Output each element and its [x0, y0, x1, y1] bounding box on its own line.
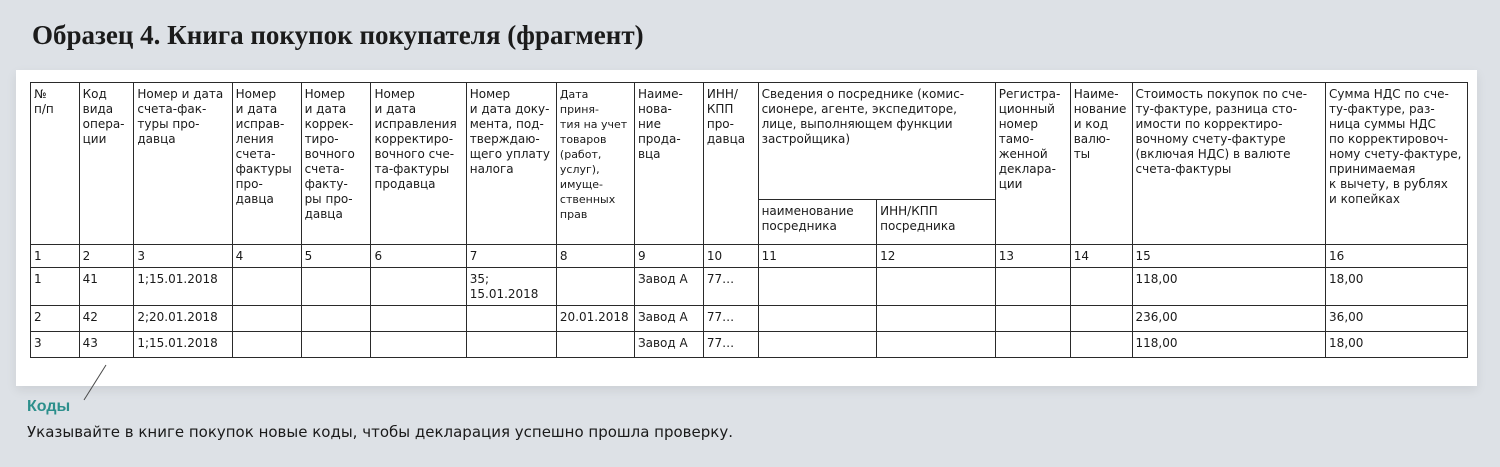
header-cell-7: Номер и дата доку- мента, под- тверждаю- щего уплату налога — [466, 83, 556, 245]
cell-invoice: 1;15.01.2018 — [134, 268, 232, 306]
header-cell-8: Дата приня- тия на учет товаров (работ, услуг), имуще- ственных прав — [556, 83, 634, 245]
table-row — [31, 306, 1468, 332]
header-cell-15: Стоимость покупок по сче- ту-фактуре, разница сто- имости по корректиро- вочному счету-фактуре (включая НДС) в валюте счета-фактуры — [1132, 83, 1326, 245]
column-number: 13 — [995, 245, 1070, 268]
cell-seller-inn: 77… — [703, 332, 758, 358]
header-cell-6: Номер и дата исправления корректиро- вочного сче- та-фактуры продавца — [371, 83, 466, 245]
page-title: Образец 4. Книга покупок покупателя (фрагмент) — [32, 20, 644, 50]
cell-currency — [1070, 332, 1132, 358]
column-number: 3 — [134, 245, 232, 268]
cell-operation-code: 41 — [79, 268, 134, 306]
cell-adjustment — [301, 268, 371, 306]
cell-correction — [232, 332, 301, 358]
cell-intermediary-name — [758, 268, 877, 306]
header-cell-3: Номер и дата счета-фак- туры про- давца — [134, 83, 232, 245]
column-number: 9 — [634, 245, 703, 268]
cell-seller: Завод А — [634, 332, 703, 358]
header-cell-10: ИНН/ КПП про- давца — [703, 83, 758, 245]
cell-purchase-cost: 236,00 — [1132, 306, 1326, 332]
callout-text: Указывайте в книге покупок новые коды, чтобы декларация успешно прошла проверку. — [27, 423, 733, 441]
cell-payment-document — [466, 332, 556, 358]
cell-vat-amount: 18,00 — [1326, 268, 1468, 306]
cell-intermediary-inn — [877, 332, 996, 358]
cell-row-number: 2 — [31, 306, 80, 332]
purchase-book-card — [16, 70, 1477, 386]
column-number: 15 — [1132, 245, 1326, 268]
cell-invoice: 2;20.01.2018 — [134, 306, 232, 332]
column-number: 11 — [758, 245, 877, 268]
header-cell-16: Сумма НДС по сче- ту-фактуре, раз- ница суммы НДС по корректировоч- ному счету-фактуре, принимаемая к вычету, в рублях и копейках — [1326, 83, 1468, 245]
column-number: 14 — [1070, 245, 1132, 268]
cell-invoice: 1;15.01.2018 — [134, 332, 232, 358]
cell-payment-document: 35; 15.01.2018 — [466, 268, 556, 306]
header-cell-2: Код вида опера- ции — [79, 83, 134, 245]
cell-currency — [1070, 306, 1132, 332]
cell-adjustment-correction — [371, 268, 466, 306]
header-cell-9: Наиме- нова- ние прода- вца — [634, 83, 703, 245]
header-cell-intermediary-group: Сведения о посреднике (комис- сионере, агенте, экспедиторе, лице, выполняющем функции застройщика) — [758, 83, 995, 200]
cell-correction — [232, 306, 301, 332]
cell-adjustment-correction — [371, 306, 466, 332]
cell-vat-amount: 18,00 — [1326, 332, 1468, 358]
header-cell-1: № п/п — [31, 83, 80, 245]
cell-acceptance-date — [556, 268, 634, 306]
cell-seller-inn: 77… — [703, 306, 758, 332]
cell-seller: Завод А — [634, 268, 703, 306]
column-number: 1 — [31, 245, 80, 268]
cell-acceptance-date: 20.01.2018 — [556, 306, 634, 332]
cell-seller-inn: 77… — [703, 268, 758, 306]
cell-row-number: 3 — [31, 332, 80, 358]
column-number: 2 — [79, 245, 134, 268]
cell-customs-number — [995, 332, 1070, 358]
column-number: 12 — [877, 245, 996, 268]
purchase-book-table — [30, 82, 1468, 358]
column-number: 16 — [1326, 245, 1468, 268]
column-number: 6 — [371, 245, 466, 268]
cell-customs-number — [995, 268, 1070, 306]
header-cell-12: ИНН/КПП посредника — [877, 200, 996, 245]
cell-payment-document — [466, 306, 556, 332]
cell-vat-amount: 36,00 — [1326, 306, 1468, 332]
table-row — [31, 332, 1468, 358]
header-cell-14: Наиме- нование и код валю- ты — [1070, 83, 1132, 245]
cell-operation-code: 42 — [79, 306, 134, 332]
cell-operation-code: 43 — [79, 332, 134, 358]
cell-purchase-cost: 118,00 — [1132, 332, 1326, 358]
table-row — [31, 268, 1468, 306]
column-number: 10 — [703, 245, 758, 268]
callout-label: Коды — [27, 398, 71, 415]
header-cell-4: Номер и дата исправ- ления счета- фактуры про- давца — [232, 83, 301, 245]
cell-intermediary-name — [758, 332, 877, 358]
cell-purchase-cost: 118,00 — [1132, 268, 1326, 306]
cell-intermediary-name — [758, 306, 877, 332]
cell-adjustment-correction — [371, 332, 466, 358]
column-numbers-row — [31, 245, 1468, 268]
cell-currency — [1070, 268, 1132, 306]
cell-intermediary-inn — [877, 268, 996, 306]
cell-row-number: 1 — [31, 268, 80, 306]
column-number: 7 — [466, 245, 556, 268]
header-cell-5: Номер и дата коррек- тиро- вочного счета- факту- ры про- давца — [301, 83, 371, 245]
header-cell-13: Регистра- ционный номер тамо- женной деклара- ции — [995, 83, 1070, 245]
cell-correction — [232, 268, 301, 306]
cell-acceptance-date — [556, 332, 634, 358]
column-number: 8 — [556, 245, 634, 268]
column-number: 4 — [232, 245, 301, 268]
cell-adjustment — [301, 306, 371, 332]
cell-seller: Завод А — [634, 306, 703, 332]
cell-customs-number — [995, 306, 1070, 332]
header-row — [31, 83, 1468, 200]
column-number: 5 — [301, 245, 371, 268]
cell-adjustment — [301, 332, 371, 358]
header-cell-11: наименование посредника — [758, 200, 877, 245]
cell-intermediary-inn — [877, 306, 996, 332]
